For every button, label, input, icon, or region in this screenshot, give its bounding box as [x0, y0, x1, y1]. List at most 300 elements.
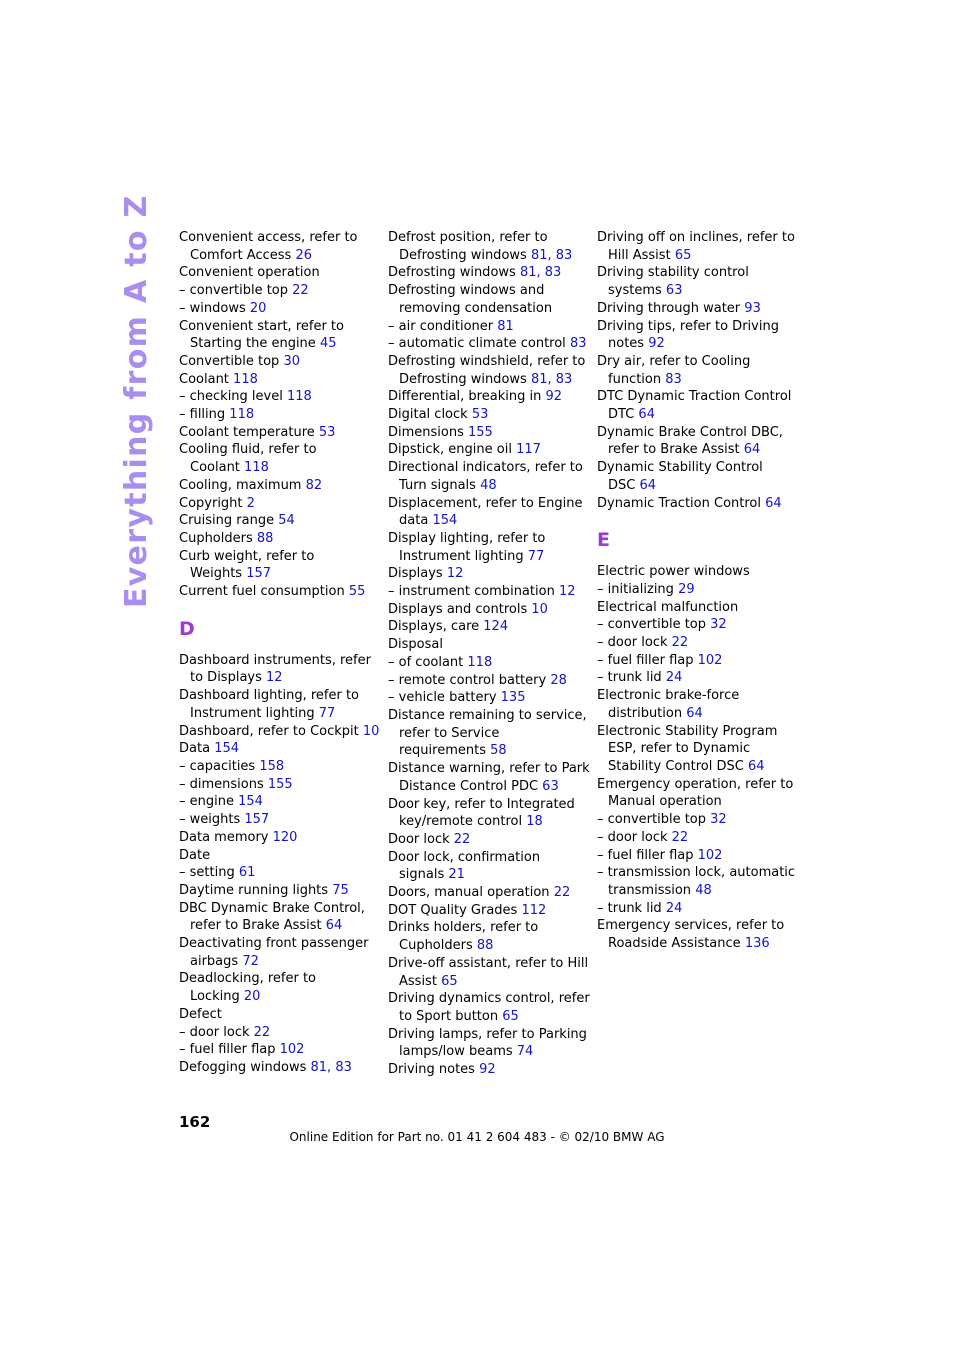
index-entry	[597, 935, 797, 953]
index-entry-text: Displays	[388, 566, 443, 582]
index-entry	[179, 512, 379, 530]
page-reference-link[interactable]: 12	[266, 670, 283, 686]
index-entry	[388, 1026, 588, 1044]
index-letter-heading: D	[179, 617, 195, 640]
index-entry	[179, 406, 379, 424]
page-reference-link[interactable]: 64	[765, 495, 782, 511]
index-entry	[179, 300, 379, 318]
index-entry	[388, 760, 588, 778]
index-entry	[597, 687, 797, 705]
page-reference-link[interactable]: 117	[516, 442, 541, 458]
index-entry	[179, 669, 379, 687]
index-entry-text: Instrument lighting	[190, 705, 315, 721]
index-entry	[597, 776, 797, 794]
page-reference-link[interactable]: 154	[238, 794, 263, 810]
index-entry	[388, 530, 588, 548]
index-entry	[597, 388, 797, 406]
index-entry-text: Locking	[190, 989, 240, 1005]
page-reference-link[interactable]: 81, 83	[530, 371, 573, 387]
page-reference-link[interactable]: 118	[229, 407, 255, 423]
index-entry-text: – of coolant	[388, 654, 464, 670]
index-entry	[597, 847, 797, 865]
page-reference-link[interactable]: 28	[550, 672, 567, 688]
page-reference-link[interactable]: 155	[267, 776, 293, 792]
index-entry	[388, 353, 588, 371]
index-entry	[597, 495, 797, 513]
index-entry-text: Driving off on inclines, refer to	[597, 230, 795, 245]
index-entry-text: Electric power windows	[597, 564, 750, 580]
index-entry-text: Emergency operation, refer to	[597, 776, 794, 792]
page-reference-link[interactable]: 53	[471, 407, 489, 423]
index-entry-text: systems	[608, 283, 662, 299]
index-entry-text: – vehicle battery	[388, 690, 497, 706]
index-entry	[597, 459, 797, 477]
index-entry	[179, 424, 379, 442]
index-entry-text: Drive-off assistant, refer to Hill	[388, 955, 589, 971]
page-reference-link[interactable]: 64	[638, 407, 655, 423]
index-column-1	[179, 229, 379, 1077]
index-entry	[179, 1024, 379, 1042]
page-reference-link[interactable]: 18	[526, 814, 543, 830]
page-reference-link[interactable]: 158	[259, 758, 285, 774]
index-entry-text: Defrosting windows and	[388, 283, 545, 299]
page-reference-link[interactable]: 77	[318, 705, 336, 721]
index-entry-text: Data	[179, 741, 211, 757]
index-entry-text: Weights	[190, 566, 243, 582]
page-reference-link[interactable]: 77	[527, 548, 545, 564]
page-reference-link[interactable]: 45	[319, 336, 337, 352]
page-reference-link[interactable]: 21	[448, 867, 465, 883]
index-entry-text: – trunk lid	[597, 900, 662, 916]
index-entry	[597, 371, 797, 389]
index-entry-text: Dynamic Traction Control	[597, 495, 761, 511]
page-reference-link[interactable]: 10	[362, 723, 380, 739]
index-entry	[179, 477, 379, 495]
index-entry-text: – air conditioner	[388, 318, 494, 334]
index-entry-text: Directional indicators, refer to	[388, 460, 583, 476]
side-section-title: Everything from A to Z	[119, 194, 154, 608]
page-reference-link[interactable]: 83	[665, 371, 682, 387]
page-reference-link[interactable]: 136	[744, 936, 770, 952]
index-entry	[388, 884, 588, 902]
index-entry-text: Distance remaining to service,	[388, 707, 587, 723]
index-entry	[388, 636, 588, 654]
index-entry-text: Driving tips, refer to Driving	[597, 318, 779, 334]
page-reference-link[interactable]: 30	[283, 353, 300, 369]
index-entry	[179, 758, 379, 776]
index-entry-text: Roadside Assistance	[608, 936, 741, 952]
page-reference-link[interactable]: 64	[325, 918, 343, 934]
index-entry-text: Defrosting windows	[388, 265, 516, 281]
index-entry-text: Distance warning, refer to Park	[388, 761, 590, 777]
index-entry	[597, 335, 797, 353]
index-entry-text: Curb weight, refer to	[179, 548, 315, 564]
page-reference-link[interactable]: 58	[490, 743, 507, 759]
index-entry-text: data	[399, 513, 429, 529]
index-entry	[179, 988, 379, 1006]
page-reference-link[interactable]: 154	[432, 513, 458, 529]
page-reference-link[interactable]: 120	[272, 829, 298, 845]
page-reference-link[interactable]: 22	[253, 1024, 271, 1040]
page-reference-link[interactable]: 155	[468, 424, 493, 440]
index-entry-text: Cooling, maximum	[179, 477, 302, 493]
page-reference-link[interactable]: 22	[671, 829, 689, 845]
index-entry	[388, 689, 588, 707]
page-reference-link[interactable]: 22	[453, 831, 471, 847]
index-entry	[179, 565, 379, 583]
index-entry-text: refer to Brake Assist	[608, 442, 740, 458]
index-entry	[388, 725, 588, 743]
index-entry	[597, 917, 797, 935]
page-reference-link[interactable]: 82	[305, 477, 323, 493]
page-reference-link[interactable]: 112	[521, 902, 547, 918]
page-reference-link[interactable]: 118	[467, 654, 493, 670]
index-entry	[179, 530, 379, 548]
page-reference-link[interactable]: 32	[710, 617, 727, 633]
index-entry	[179, 247, 379, 265]
index-entry-text: function	[608, 371, 662, 387]
index-entry	[388, 796, 588, 814]
page-reference-link[interactable]: 20	[243, 989, 261, 1005]
page-reference-link[interactable]: 10	[531, 601, 548, 617]
index-entry	[388, 1061, 588, 1079]
index-entry	[388, 849, 588, 867]
page-reference-link[interactable]: 64	[686, 705, 703, 721]
index-entry-text: Date	[179, 847, 211, 863]
index-entry	[179, 229, 379, 247]
index-entry-text: DBC Dynamic Brake Control,	[179, 900, 365, 916]
page-reference-link[interactable]: 92	[648, 336, 665, 352]
index-entry-text: Deadlocking, refer to	[179, 971, 316, 987]
page-reference-link[interactable]: 24	[665, 900, 683, 916]
index-entry	[388, 919, 588, 937]
index-entry	[388, 601, 588, 619]
page-reference-link[interactable]: 135	[500, 690, 526, 706]
page-reference-link[interactable]: 81, 83	[519, 265, 562, 281]
index-entry	[179, 318, 379, 336]
page-reference-link[interactable]: 48	[695, 882, 712, 898]
index-entry	[597, 669, 797, 687]
index-entry-text: Doors, manual operation	[388, 885, 550, 901]
page-reference-link[interactable]: 83	[569, 336, 587, 352]
page-reference-link[interactable]: 157	[244, 812, 270, 828]
page-reference-link[interactable]: 12	[446, 566, 464, 582]
page-reference-link[interactable]: 53	[318, 424, 336, 440]
index-entry-text: Coolant temperature	[179, 424, 315, 440]
index-entry-text: – convertible top	[597, 812, 707, 828]
index-entry-text: Cooling fluid, refer to	[179, 442, 317, 458]
page-reference-link[interactable]: 88	[476, 938, 494, 954]
index-entry-text: – remote control battery	[388, 672, 547, 688]
index-entry-text: Convertible top	[179, 353, 280, 369]
index-column-3	[597, 229, 797, 953]
index-entry	[388, 300, 588, 318]
index-entry	[388, 406, 588, 424]
index-entry-text: Current fuel consumption	[179, 584, 345, 600]
page-reference-link[interactable]: 157	[246, 566, 272, 582]
index-entry-text: – instrument combination	[388, 584, 555, 600]
index-entry	[179, 864, 379, 882]
index-entry	[597, 406, 797, 424]
page-reference-link[interactable]: 65	[502, 1008, 519, 1024]
index-entry-text: – dimensions	[179, 776, 264, 792]
index-entry-text: Displays and controls	[388, 601, 528, 617]
index-entry	[179, 282, 379, 300]
page-reference-link[interactable]: 54	[278, 513, 295, 529]
index-entry	[388, 973, 588, 991]
page-reference-link[interactable]: 102	[697, 847, 723, 863]
index-entry	[597, 441, 797, 459]
index-entry	[179, 793, 379, 811]
index-entry-text: Cupholders	[399, 938, 473, 954]
index-entry-text: Defrosting windows	[399, 371, 527, 387]
index-entry	[597, 864, 797, 882]
index-entry	[597, 616, 797, 634]
index-entry	[597, 811, 797, 829]
index-entry-text: Drinks holders, refer to	[388, 920, 539, 936]
page-reference-link[interactable]: 29	[678, 581, 695, 597]
index-entry-text: Daytime running lights	[179, 882, 329, 898]
index-entry-text: Electronic Stability Program	[597, 723, 778, 739]
index-entry-text: – automatic climate control	[388, 336, 566, 352]
index-entry-text: transmission	[608, 882, 692, 898]
index-entry	[179, 953, 379, 971]
index-entry	[597, 900, 797, 918]
index-entry	[179, 441, 379, 459]
index-entry	[388, 813, 588, 831]
page-reference-link[interactable]: 93	[744, 300, 761, 316]
index-entry-text: Electronic brake-force	[597, 688, 740, 704]
page-reference-link[interactable]: 22	[553, 885, 571, 901]
index-entry	[179, 335, 379, 353]
index-entry	[388, 495, 588, 513]
index-entry	[179, 740, 379, 758]
index-entry-text: Cruising range	[179, 513, 275, 529]
index-entry-text: Defrosting windshield, refer to	[388, 353, 586, 369]
page-reference-link[interactable]: 74	[516, 1044, 534, 1060]
page-reference-link[interactable]: 63	[542, 778, 559, 794]
index-entry	[388, 618, 588, 636]
page-reference-link[interactable]: 65	[674, 247, 692, 263]
index-entry	[597, 563, 797, 581]
index-entry-text: removing condensation	[399, 300, 553, 316]
index-entry	[388, 654, 588, 672]
index-entry	[179, 459, 379, 477]
page-reference-link[interactable]: 81, 83	[310, 1059, 352, 1075]
page-reference-link[interactable]: 102	[279, 1042, 305, 1058]
index-entry	[179, 353, 379, 371]
page-reference-link[interactable]: 75	[332, 882, 349, 898]
index-entry-text: Defrosting windows	[399, 247, 527, 263]
index-entry	[388, 282, 588, 300]
index-letter-heading: E	[597, 529, 610, 552]
index-entry-text: Door lock	[388, 831, 450, 847]
page-reference-link[interactable]: 92	[479, 1062, 496, 1078]
index-entry	[388, 672, 588, 690]
index-entry-text: Displays, care	[388, 619, 480, 635]
index-entry-text: – initializing	[597, 581, 674, 597]
index-entry	[597, 300, 797, 318]
index-entry	[597, 758, 797, 776]
index-entry	[179, 935, 379, 953]
index-entry-text: Disposal	[388, 637, 443, 653]
index-entry	[179, 687, 379, 705]
page-reference-link[interactable]: 102	[697, 652, 723, 668]
index-entry-text: Coolant	[179, 371, 229, 387]
index-entry	[597, 282, 797, 300]
index-entry	[597, 353, 797, 371]
index-entry	[388, 990, 588, 1008]
index-entry	[388, 229, 588, 247]
index-entry-text: – convertible top	[597, 617, 707, 633]
index-entry-text: Driving notes	[388, 1062, 475, 1078]
index-entry	[388, 335, 588, 353]
index-entry	[597, 477, 797, 495]
page-reference-link[interactable]: 12	[558, 584, 576, 600]
index-entry	[388, 548, 588, 566]
page-reference-link[interactable]: 61	[238, 865, 256, 881]
page-reference-link[interactable]: 32	[710, 812, 727, 828]
index-entry-text: – fuel filler flap	[597, 847, 694, 863]
index-entry	[597, 829, 797, 847]
index-entry	[597, 740, 797, 758]
index-entry-text: Dashboard lighting, refer to	[179, 688, 360, 704]
page-reference-link[interactable]: 22	[292, 283, 309, 299]
index-entry	[388, 742, 588, 760]
page-reference-link[interactable]: 22	[671, 635, 689, 651]
index-entry	[388, 902, 588, 920]
index-entry	[597, 882, 797, 900]
page-reference-link[interactable]: 92	[545, 389, 563, 405]
index-entry-text: Coolant	[190, 460, 240, 476]
page-reference-link[interactable]: 154	[214, 741, 240, 757]
index-entry-text: Electrical malfunction	[597, 599, 739, 615]
index-entry	[179, 388, 379, 406]
index-entry-text: DTC Dynamic Traction Control	[597, 389, 792, 405]
index-entry-text: – setting	[179, 865, 235, 881]
index-entry-text: notes	[608, 336, 645, 352]
index-entry	[597, 229, 797, 247]
page-reference-link[interactable]: 24	[665, 670, 683, 686]
index-entry-text: key/remote control	[399, 814, 523, 830]
page-reference-link[interactable]: 81, 83	[530, 247, 573, 263]
page-reference-link[interactable]: 64	[743, 442, 761, 458]
index-entry	[597, 793, 797, 811]
index-entry	[597, 247, 797, 265]
index-entry-text: distribution	[608, 705, 683, 721]
index-entry	[179, 264, 379, 282]
index-entry	[388, 955, 588, 973]
index-entry	[388, 866, 588, 884]
index-entry	[179, 705, 379, 723]
page-reference-link[interactable]: 26	[295, 247, 312, 263]
page-reference-link[interactable]: 55	[348, 584, 366, 600]
index-entry-text: airbags	[190, 953, 239, 969]
index-entry	[388, 247, 588, 265]
index-entry	[388, 778, 588, 796]
index-entry-text: Driving lamps, refer to Parking	[388, 1026, 587, 1042]
page-reference-link[interactable]: 88	[256, 530, 274, 546]
page-reference-link[interactable]: 72	[242, 953, 259, 969]
page-reference-link[interactable]: 81	[497, 318, 514, 334]
index-entry-text: Defect	[179, 1006, 222, 1022]
index-entry	[597, 318, 797, 336]
page-reference-link[interactable]: 48	[480, 477, 497, 493]
index-entry	[388, 583, 588, 601]
index-entry-text: – door lock	[597, 829, 668, 845]
index-entry	[597, 723, 797, 741]
index-entry	[597, 634, 797, 652]
index-entry	[179, 829, 379, 847]
index-entry	[388, 264, 588, 282]
index-entry	[179, 371, 379, 389]
index-entry-text: Door lock, confirmation	[388, 849, 541, 865]
index-entry	[179, 548, 379, 566]
index-entry	[388, 565, 588, 583]
index-entry	[388, 371, 588, 389]
index-entry-text: signals	[399, 867, 445, 883]
index-entry	[597, 424, 797, 442]
index-entry-text: Dry air, refer to Cooling	[597, 353, 751, 369]
page-reference-link[interactable]: 64	[747, 758, 765, 774]
index-entry-text: – windows	[179, 300, 246, 316]
page-reference-link[interactable]: 118	[233, 371, 258, 387]
index-entry-text: Display lighting, refer to	[388, 530, 546, 546]
index-entry	[388, 441, 588, 459]
index-entry-text: Deactivating front passenger	[179, 936, 369, 952]
page-reference-link[interactable]: 118	[244, 460, 269, 476]
page-reference-link[interactable]: 63	[665, 283, 683, 299]
index-entry	[179, 776, 379, 794]
index-entry-text: Distance Control PDC	[399, 778, 539, 794]
index-entry	[179, 900, 379, 918]
index-entry	[179, 882, 379, 900]
index-entry	[388, 512, 588, 530]
index-entry	[179, 1006, 379, 1024]
index-entry	[597, 599, 797, 617]
page-reference-link[interactable]: 124	[483, 619, 509, 635]
index-entry-text: – door lock	[597, 635, 668, 651]
page-reference-link[interactable]: 65	[441, 973, 458, 989]
page-reference-link[interactable]: 118	[286, 389, 312, 405]
index-entry	[179, 847, 379, 865]
index-entry	[179, 1059, 379, 1077]
index-entry	[597, 705, 797, 723]
index-entry	[597, 652, 797, 670]
index-entry	[597, 581, 797, 599]
page-reference-link[interactable]: 2	[246, 495, 255, 511]
index-entry-text: Emergency services, refer to	[597, 918, 785, 934]
index-entry-text: Differential, breaking in	[388, 389, 542, 405]
index-entry-text: Cupholders	[179, 530, 253, 546]
index-entry-text: – capacities	[179, 758, 256, 774]
index-entry-text: Defogging windows	[179, 1059, 307, 1075]
page-reference-link[interactable]: 20	[249, 300, 267, 316]
page-reference-link[interactable]: 64	[639, 477, 657, 493]
index-entry	[388, 477, 588, 495]
index-entry	[388, 459, 588, 477]
index-entry-text: Instrument lighting	[399, 548, 524, 564]
index-entry-text: Data memory	[179, 829, 269, 845]
index-entry-text: – weights	[179, 812, 241, 828]
index-entry	[388, 318, 588, 336]
index-entry	[388, 388, 588, 406]
index-entry-text: Digital clock	[388, 407, 468, 423]
index-entry	[388, 937, 588, 955]
footer-edition-note: Online Edition for Part no. 01 41 2 604 483 - © 02/10 BMW AG	[289, 1130, 665, 1144]
index-entry-text: DOT Quality Grades	[388, 902, 518, 918]
index-entry-text: to Sport button	[399, 1008, 499, 1024]
